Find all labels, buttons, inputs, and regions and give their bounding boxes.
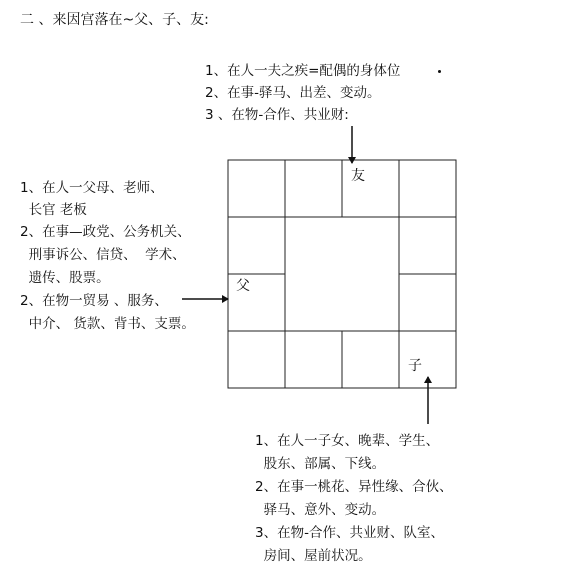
bottom-line-4: 驿马、意外、变动。 [255, 502, 386, 518]
left-line-7: 中介、 货款、背书、支票。 [20, 316, 195, 332]
bottom-line-2: 股东、部属、下线。 [255, 456, 386, 472]
palace-label-fu: 父 [236, 278, 250, 294]
bottom-line-5: 3、在物-合作、共业财、队室、 [255, 525, 444, 541]
palace-label-zi: 子 [408, 358, 422, 374]
top-line-2: 2、在事-驿马、出差、变动。 [205, 85, 381, 101]
bottom-line-6: 房间、屋前状况。 [255, 548, 372, 564]
section-heading: 二 、来因宫落在~父、子、友: [20, 12, 209, 28]
top-line-1: 1、在人一夫之疾=配偶的身体位 [205, 63, 401, 79]
left-line-5: 遗传、股票。 [20, 270, 110, 286]
top-line-3: 3 、在物-合作、共业财: [205, 107, 349, 123]
left-line-4: 刑事诉公、信贷、 学术、 [20, 247, 186, 263]
left-line-2: 长官 老板 [20, 202, 87, 218]
left-line-6: 2、在物一贸易 、服务、 [20, 293, 168, 309]
bottom-line-1: 1、在人一子女、晚辈、学生、 [255, 433, 440, 449]
bottom-line-3: 2、在事一桃花、异性缘、合伙、 [255, 479, 453, 495]
left-line-3: 2、在事—政党、公务机关、 [20, 224, 191, 240]
palace-label-you: 友 [351, 168, 365, 184]
left-line-1: 1、在人一父母、老师、 [20, 180, 164, 196]
